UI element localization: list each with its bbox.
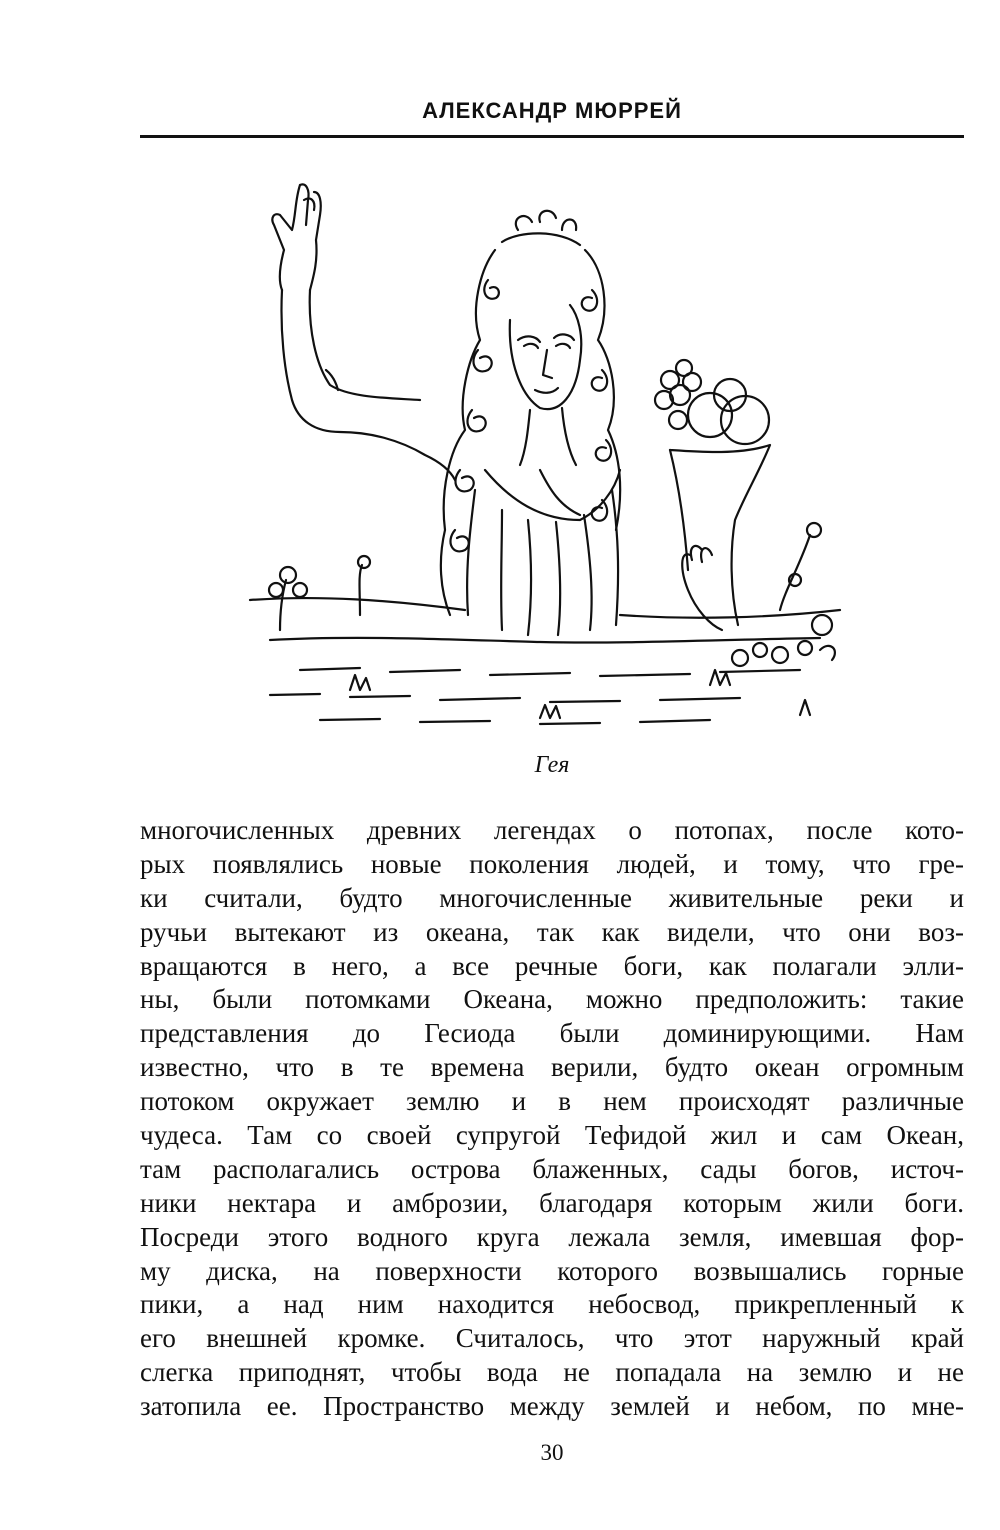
gaia-illustration xyxy=(240,170,850,740)
body-line: его внешней кромке. Считалось, что этот наружный край xyxy=(140,1323,964,1354)
running-title: АЛЕКСАНДР МЮРРЕЙ xyxy=(422,98,682,123)
body-line: рых появлялись новые поколения людей, и тому, что гре- xyxy=(140,848,964,879)
body-line: слегка приподнят, чтобы вода не попадала на землю и не xyxy=(140,1357,964,1388)
body-line: вращаются в него, а все речные боги, как полагали элли- xyxy=(140,950,964,981)
body-line: ки считали, будто многочисленные живительные реки и xyxy=(140,882,964,913)
body-line: затопила ее. Пространство между землей и небом, по мне- xyxy=(140,1391,964,1422)
body-line: пики, а над ним находится небосвод, прикрепленный к xyxy=(140,1289,964,1320)
header-rule xyxy=(140,135,964,138)
body-line: многочисленных древних легендах о потопах, после кото- xyxy=(140,815,964,845)
page-number: 30 xyxy=(540,1440,564,1465)
body-line: ны, были потомками Океана, можно предположить: такие xyxy=(140,984,964,1015)
body-text xyxy=(140,814,964,1424)
body-line: му диска, на поверхности которого возвышались горные xyxy=(140,1255,964,1286)
body-line: известно, что в те времена верили, будто океан огромным xyxy=(140,1052,964,1083)
figure-caption: Гея xyxy=(534,752,570,778)
body-line: потоком окружает землю и в нем происходят различные xyxy=(140,1086,964,1117)
body-line: там располагались острова блаженных, сады богов, источ- xyxy=(140,1153,964,1184)
body-line: чудеса. Там со своей супругой Тефидой жил и сам Океан, xyxy=(140,1120,964,1151)
body-line: представления до Гесиода были доминирующими. Нам xyxy=(140,1018,964,1049)
body-line: Посреди этого водного круга лежала земля, имевшая фор- xyxy=(140,1221,964,1252)
body-line: ники нектара и амброзии, благодаря которым жили боги. xyxy=(140,1187,964,1218)
body-line: ручьи вытекают из океана, так как видели, что они воз- xyxy=(140,916,964,947)
